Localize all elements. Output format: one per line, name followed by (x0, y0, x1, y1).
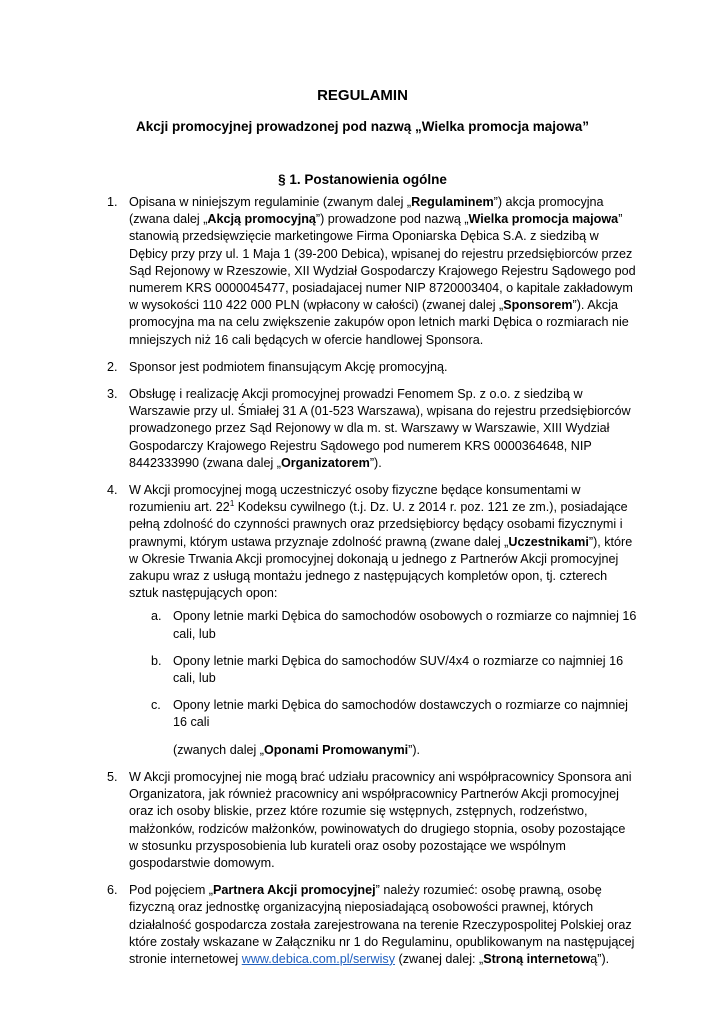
sub-list-item (151, 697, 637, 731)
item-number: 1. (107, 195, 118, 209)
list-item (107, 882, 637, 968)
item-text: ”) prowadzone pod nazwą „ (315, 212, 469, 227)
defined-term: Stroną internetow (483, 951, 591, 966)
item-text: Pod pojęciem „ (129, 883, 213, 898)
defined-term: Wielka promocja majowa (468, 212, 619, 227)
sub-list (129, 608, 637, 731)
list-item (107, 769, 637, 872)
defined-term: Oponami Promowanymi (264, 742, 409, 757)
provisions-list (107, 194, 637, 978)
sub-item-letter: c. (151, 698, 161, 713)
list-item (107, 359, 637, 376)
sub-item-letter: b. (151, 653, 162, 668)
item-text: Opisana w niniejszym regulaminie (zwanym dalej „ (129, 195, 412, 209)
item-text: ą”). (590, 951, 610, 966)
item-text: ”). Akcja promocyjna ma na celu zwiększenie zakupów opon letnich marki Dębica o rozmiarach nie mniejszych niż 16 cali będących w ofercie handlowej Sponsora. (129, 298, 629, 347)
item-number: 5. (107, 769, 118, 784)
item-text: Kodeksu cywilnego (t.j. Dz. U. z 2014 r. poz. 121 ze zm.), posiadające pełną zdolność do czynności prawnych oraz przedsiębiorcy będący osobami fizycznymi i prawnymi, którym ustawa przyznaje zdolność prawną (zwane dalej „ (129, 500, 628, 549)
item-text: W Akcji promocyjnej mogą uczestniczyć osoby fizyczne będące konsumentami w rozumieniu art. 22 (129, 483, 581, 515)
sub-list-item (151, 608, 637, 642)
item-number: 6. (107, 883, 118, 898)
defined-term: Regulaminem (411, 195, 494, 209)
item-text: ”), które w Okresie Trwania Akcji promocyjnej dokonają u jednego z Partnerów Akcji promocyjnej zakupu wraz z usługą montażu jednego z następujących kompletów opon, tj. czterech sztuk następujących opon: (129, 534, 633, 601)
defined-term: Uczestnikami (508, 534, 589, 549)
item-text: ”). (369, 455, 382, 470)
defined-term: Partnera Akcji promocyjnej (213, 883, 376, 898)
list-item (107, 386, 637, 472)
defined-term: Organizatorem (280, 455, 370, 470)
item-text: ” należy rozumieć: osobę prawną, osobę fizyczną oraz jednostkę organizacyjną nieposiadającą osobowości prawnej, których działalność gospodarcza została zarejestrowana na terenie Rzeczypospolitej Polskiej oraz które zostały wskazane w Załączniku nr 1 do Regulaminu, opublikowanym na następującej stronie internetowej (129, 883, 635, 966)
document-subtitle: Akcji promocyjnej prowadzonej pod nazwą „Wielka promocja majowa” (136, 119, 589, 134)
item-number: 4. (107, 483, 118, 498)
section-heading: § 1. Postanowienia ogólne (278, 172, 447, 187)
item-text: (zwanej dalej: „ (395, 951, 484, 966)
list-item (107, 482, 637, 759)
item-text: ”). (408, 742, 421, 757)
item-text: (zwanych dalej „ (173, 742, 264, 757)
item-number: 3. (107, 387, 118, 402)
item-text: Obsługę i realizację Akcji promocyjnej prowadzi Fenomem Sp. z o.o. z siedzibą w Warszawie przy ul. Śmiałej 31 A (01-523 Warszawa), wpisana do rejestru przedsiębiorców prowadzonego przez Sąd Rejonowy w dla m. st. Warszawy w Warszawie, XIII Wydział Gospodarczy Krajowego Rejestru Sądowego pod numerem KRS 0000364648, NIP 8442333990 (zwana dalej „ (129, 387, 631, 470)
sub-list-item (151, 653, 637, 687)
sub-item-text: Opony letnie marki Dębica do samochodów dostawczych o rozmiarze co najmniej 16 cali (173, 698, 628, 730)
item-text: W Akcji promocyjnej nie mogą brać udziału pracownicy ani współpracownicy Sponsora ani Organizatora, jak również pracownicy ani współpracownicy Partnerów Akcji promocyjnej oraz ich osoby bliskie, przez które rozumie się wstępnych, zstępnych, rodzeństwo, małżonków, rodziców małżonków, powinowatych do drugiego stopnia, osoby pozostające w stosunku przysposobienia lub kurateli oraz osoby pozostające we wspólnym gospodarstwie domowym. (129, 769, 632, 870)
sub-list-closing (173, 742, 637, 759)
item-number: 2. (107, 359, 118, 374)
website-link[interactable]: www.debica.com.pl/serwisy (241, 951, 395, 966)
item-text: Sponsor jest podmiotem finansującym Akcję promocyjną. (129, 359, 448, 374)
document-title: REGULAMIN (317, 87, 408, 104)
sub-item-letter: a. (151, 609, 162, 624)
sub-item-text: Opony letnie marki Dębica do samochodów osobowych o rozmiarze co najmniej 16 cali, lub (173, 609, 637, 641)
sub-item-text: Opony letnie marki Dębica do samochodów SUV/4x4 o rozmiarze co najmniej 16 cali, lub (173, 653, 624, 686)
superscript: 1 (229, 499, 235, 509)
list-item (107, 194, 637, 349)
item-text: ”) akcja promocyjna (zwana dalej „ (129, 195, 604, 227)
item-text: ” stanowią przedsięwzięcie marketingowe Firma Oponiarska Dębica S.A. z siedzibą w Dębicy przy przy ul. 1 Maja 1 (39-200 Debica), wpisanej do rejestru przedsiębiorców przez Sąd Rejonowy w Rzeszowie, XII Wydział Gospodarczy Krajowego Rejestru Sądowego pod numerem KRS 0000045477, posiadajacej numer NIP 8720003404, o kapitale zakładowym w wysokości 110 422 000 PLN (wpłacony w całości) (zwanej dalej „ (129, 212, 636, 313)
defined-term: Sponsorem (503, 298, 573, 313)
defined-term: Akcją promocyjną (207, 212, 316, 227)
